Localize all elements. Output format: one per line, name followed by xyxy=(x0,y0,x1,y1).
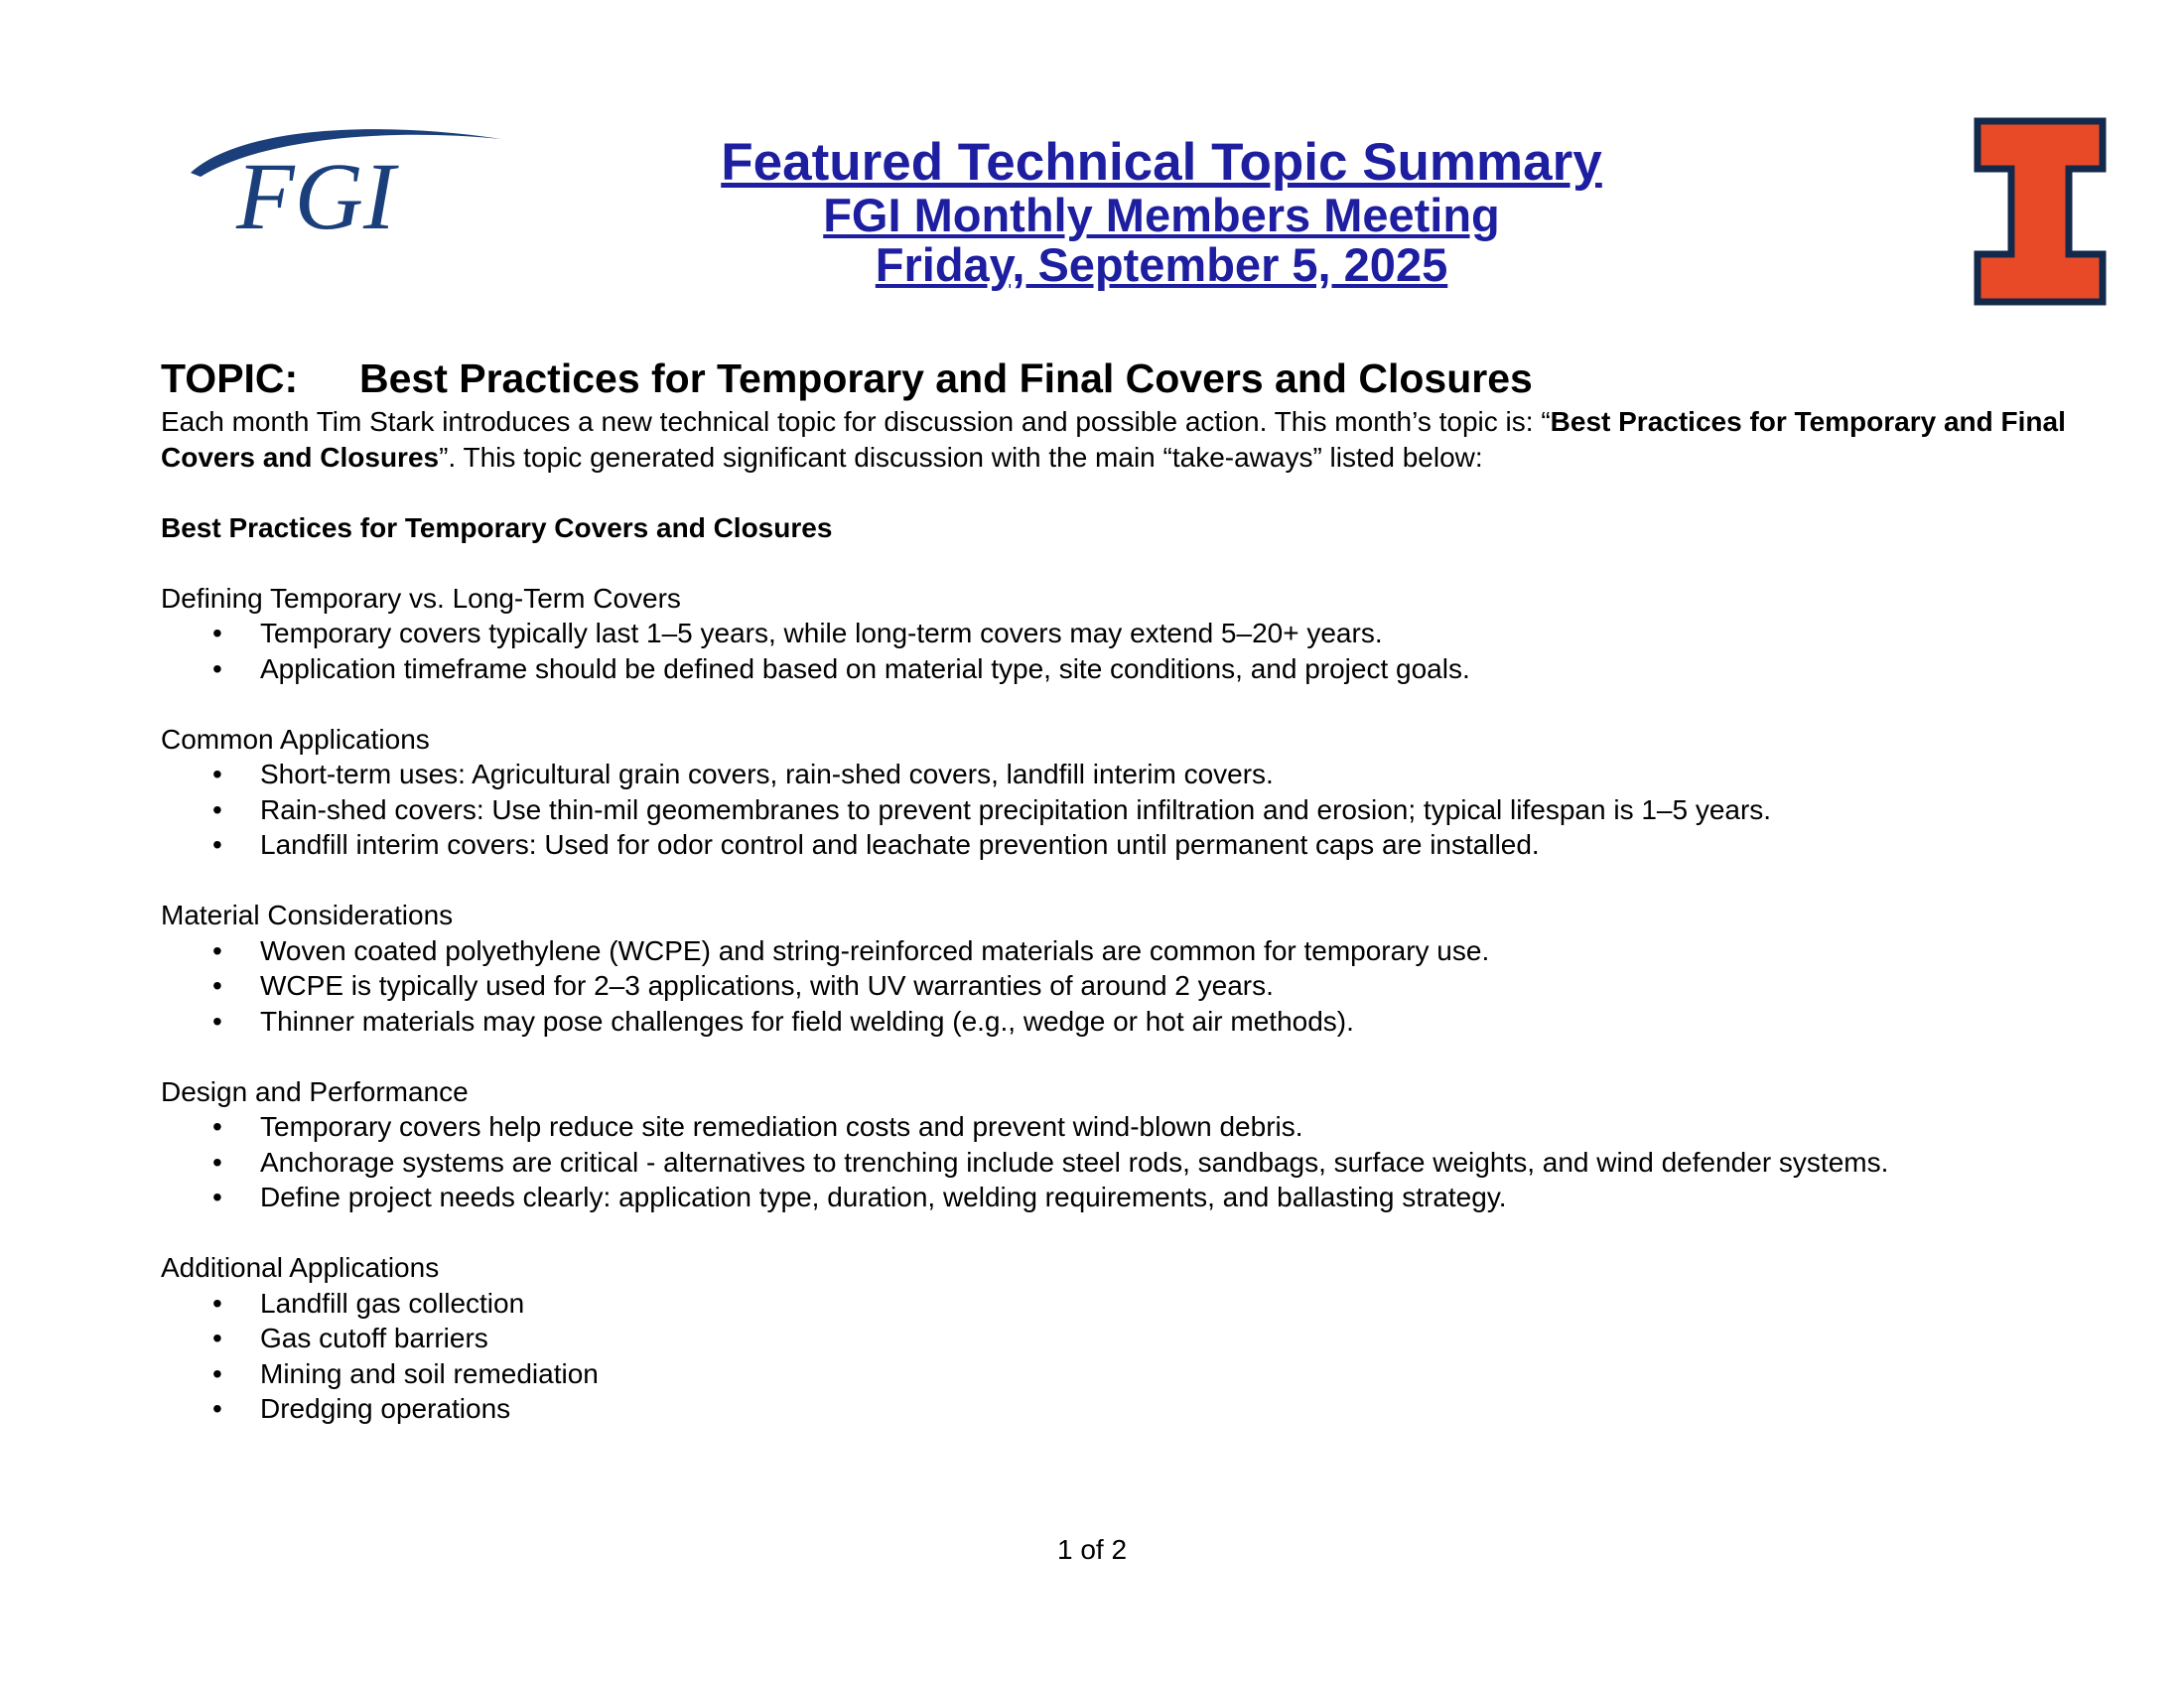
list-item: • Gas cutoff barriers xyxy=(161,1321,2126,1356)
intro-text-start: Each month Tim Stark introduces a new technical topic for discussion and possible action. This month’s topic is: “ xyxy=(161,406,1551,437)
subsection-heading: Common Applications xyxy=(161,723,430,755)
fgi-logo xyxy=(179,111,506,240)
list-item: • Landfill gas collection xyxy=(161,1286,2126,1322)
section-additional-applications xyxy=(161,1250,2126,1427)
bullet-icon: • xyxy=(212,618,222,648)
topic-label: TOPIC: xyxy=(161,355,299,401)
bullet-icon: • xyxy=(212,934,222,966)
subsection-heading: Material Considerations xyxy=(161,900,454,930)
list-item: • Define project needs clearly: application type, duration, welding requirements, and ballasting strategy. xyxy=(161,1180,2126,1215)
bullet-icon: • xyxy=(212,1182,222,1212)
bullet-icon: • xyxy=(212,970,222,1001)
list-item: • Anchorage systems are critical - alternatives to trenching include steel rods, sandbags, surface weights, and wind defender systems. xyxy=(161,1145,2126,1181)
topic-line xyxy=(161,354,2126,402)
subsection-heading: Additional Applications xyxy=(161,1252,440,1283)
document-header xyxy=(496,135,1827,290)
intro-topic-bold: Best Practices for Temporary and Final Covers and Closures xyxy=(161,406,2066,473)
section-defining xyxy=(161,581,2126,687)
bullet-icon: • xyxy=(212,1005,222,1037)
list-item: • Woven coated polyethylene (WCPE) and string-reinforced materials are common for temporary use. xyxy=(161,933,2126,969)
intro-text-end: ”. This topic generated significant discussion with the main “take-aways” listed below: xyxy=(439,441,1483,473)
bullet-icon: • xyxy=(212,652,222,684)
list-item: • WCPE is typically used for 2–3 applications, with UV warranties of around 2 years. xyxy=(161,968,2126,1004)
meeting-name: FGI Monthly Members Meeting xyxy=(823,189,1500,241)
document-body xyxy=(161,354,2126,1427)
section-common-applications xyxy=(161,722,2126,863)
illinois-block-i-icon xyxy=(1974,117,2107,306)
list-item: • Landfill interim covers: Used for odor control and leachate prevention until permanent caps are installed. xyxy=(161,827,2126,863)
bullet-icon: • xyxy=(212,829,222,860)
section-material-considerations xyxy=(161,898,2126,1039)
section-heading: Best Practices for Temporary Covers and Closures xyxy=(161,511,833,543)
list-item: • Rain-shed covers: Use thin-mil geomembranes to prevent precipitation infiltration and erosion; typical lifespan is 1–5 years. xyxy=(161,792,2126,828)
fgi-logo-text: FGI xyxy=(236,143,395,240)
bullet-icon: • xyxy=(212,759,222,789)
list-item: • Short-term uses: Agricultural grain covers, rain-shed covers, landfill interim covers. xyxy=(161,757,2126,792)
topic-title: Best Practices for Temporary and Final Covers and Closures xyxy=(359,355,1533,401)
bullet-icon: • xyxy=(212,1146,222,1178)
list-item: • Dredging operations xyxy=(161,1391,2126,1427)
list-item: • Temporary covers help reduce site remediation costs and prevent wind-blown debris. xyxy=(161,1109,2126,1145)
bullet-icon: • xyxy=(212,1323,222,1353)
list-item: • Temporary covers typically last 1–5 years, while long-term covers may extend 5–20+ years. xyxy=(161,616,2126,651)
page-number: 1 of 2 xyxy=(1056,1534,1128,1565)
bullet-icon: • xyxy=(212,1393,222,1424)
subsection-heading: Defining Temporary vs. Long-Term Covers xyxy=(161,582,681,614)
bullet-icon: • xyxy=(212,1357,222,1389)
bullet-icon: • xyxy=(212,793,222,825)
list-item: • Mining and soil remediation xyxy=(161,1356,2126,1392)
intro-paragraph xyxy=(161,404,2126,475)
bullet-icon: • xyxy=(212,1287,222,1319)
meeting-date: Friday, September 5, 2025 xyxy=(875,238,1448,291)
list-item: • Thinner materials may pose challenges for field welding (e.g., wedge or hot air methods). xyxy=(161,1004,2126,1040)
list-item: • Application timeframe should be defined based on material type, site conditions, and project goals. xyxy=(161,651,2126,687)
bullet-icon: • xyxy=(212,1111,222,1142)
document-title: Featured Technical Topic Summary xyxy=(721,133,1602,192)
subsection-heading: Design and Performance xyxy=(161,1075,469,1107)
section-design-performance xyxy=(161,1074,2126,1215)
